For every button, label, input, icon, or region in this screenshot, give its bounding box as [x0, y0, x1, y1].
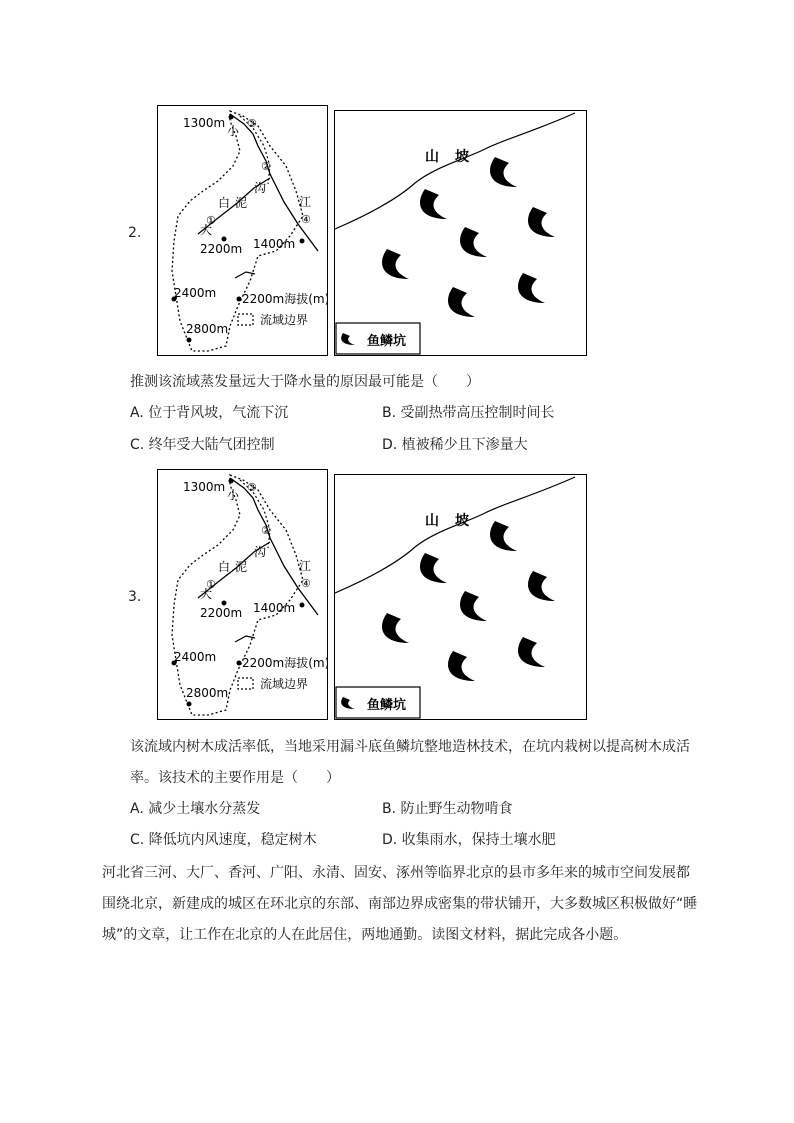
river-char-ni: 泥 [235, 560, 248, 574]
river-basin-map-svg [158, 106, 327, 355]
question-2-option-d[interactable]: D. 植被稀少且下渗量大 [382, 437, 528, 453]
question-2-option-b[interactable]: B. 受副热带高压控制时间长 [382, 405, 555, 421]
river-char-gou: 沟 [254, 181, 267, 195]
slope-diagram-2-svg [335, 475, 586, 719]
river-basin-map-2-svg [158, 470, 327, 719]
question-3-stem-line-2: 率。该技术的主要作用是（ ） [130, 770, 340, 786]
river-char-jiang: 江 [299, 559, 312, 573]
question-2-number: 2. [128, 225, 142, 241]
question-3-option-b[interactable]: B. 防止野生动物啃食 [382, 801, 513, 817]
peak-label-1300: 1300m [183, 116, 226, 130]
slope-label-shan: 山 [425, 513, 439, 529]
figure-q3 [157, 469, 587, 721]
question-2-option-a[interactable]: A. 位于背风坡，气流下沉 [130, 405, 289, 421]
river-char-ni: 泥 [235, 196, 248, 210]
river-char-bai: 白 [218, 560, 231, 574]
question-3-stem-line-1: 该流域内树木成活率低，当地采用漏斗底鱼鳞坑整地造林技术，在坑内栽树以提高树木成活 [130, 739, 690, 755]
point-3: ③ [247, 117, 257, 130]
river-char-gou: 沟 [254, 545, 267, 559]
peak-label-2800: 2800m [186, 322, 229, 336]
point-2: ② [261, 160, 271, 173]
passage-line-1: 河北省三河、大厂、香河、广阳、永清、固安、涿州等临界北京的县市多年来的城市空间发展都 [102, 865, 690, 881]
fish-scale-pit-legend: 鱼鳞坑 [367, 334, 407, 349]
point-2: ② [261, 524, 271, 537]
point-4: ④ [301, 577, 311, 590]
point-1: ① [206, 578, 216, 591]
question-3-number: 3. [128, 589, 142, 605]
point-4: ④ [301, 213, 311, 226]
question-2-option-c[interactable]: C. 终年受大陆气团控制 [130, 437, 275, 453]
slope-diagram-2 [334, 474, 587, 720]
legend-boundary: 流域边界 [260, 313, 309, 327]
river-char-xiao: 小 [227, 124, 240, 138]
river-char-da: 大 [200, 587, 213, 601]
question-2-stem: 推测该流域蒸发量远大于降水量的原因最可能是（ ） [130, 374, 480, 390]
point-3: ③ [247, 481, 257, 494]
peak-label-2400: 2400m [174, 650, 217, 664]
peak-label-2800: 2800m [186, 686, 229, 700]
slope-diagram [334, 110, 587, 356]
peak-label-2200: 2200m [200, 242, 243, 256]
river-basin-map-2 [157, 469, 328, 720]
passage-line-2: 围绕北京，新建成的城区在环北京的东部、南部边界成密集的带状铺开，大多数城区积极做好“睡 [102, 896, 698, 912]
legend-elevation: 2200m海拔(m) [242, 292, 327, 306]
fish-scale-pit-legend: 鱼鳞坑 [367, 698, 407, 713]
question-3-option-a[interactable]: A. 减少土壤水分蒸发 [130, 801, 261, 817]
passage-line-3: 城”的文章，让工作在北京的人在此居住，两地通勤。读图文材料，据此完成各小题。 [102, 927, 628, 943]
legend-boundary: 流域边界 [260, 677, 309, 691]
question-3-option-c[interactable]: C. 降低坑内风速度，稳定树木 [130, 832, 317, 848]
point-1: ① [206, 214, 216, 227]
peak-label-1300: 1300m [183, 480, 226, 494]
peak-label-2400: 2400m [174, 286, 217, 300]
peak-label-1400: 1400m [253, 601, 296, 615]
figure-q2 [157, 105, 587, 357]
river-char-xiao: 小 [227, 488, 240, 502]
slope-label-po: 坡 [455, 513, 469, 529]
question-3-option-d[interactable]: D. 收集雨水，保持土壤水肥 [382, 832, 556, 848]
river-basin-map [157, 105, 328, 356]
river-char-bai: 白 [218, 196, 231, 210]
slope-label-po: 坡 [455, 149, 469, 165]
river-char-jiang: 江 [299, 195, 312, 209]
legend-elevation: 2200m海拔(m) [242, 656, 327, 670]
slope-label-shan: 山 [425, 149, 439, 165]
river-char-da: 大 [200, 223, 213, 237]
slope-diagram-svg [335, 111, 586, 355]
peak-label-2200: 2200m [200, 606, 243, 620]
peak-label-1400: 1400m [253, 237, 296, 251]
